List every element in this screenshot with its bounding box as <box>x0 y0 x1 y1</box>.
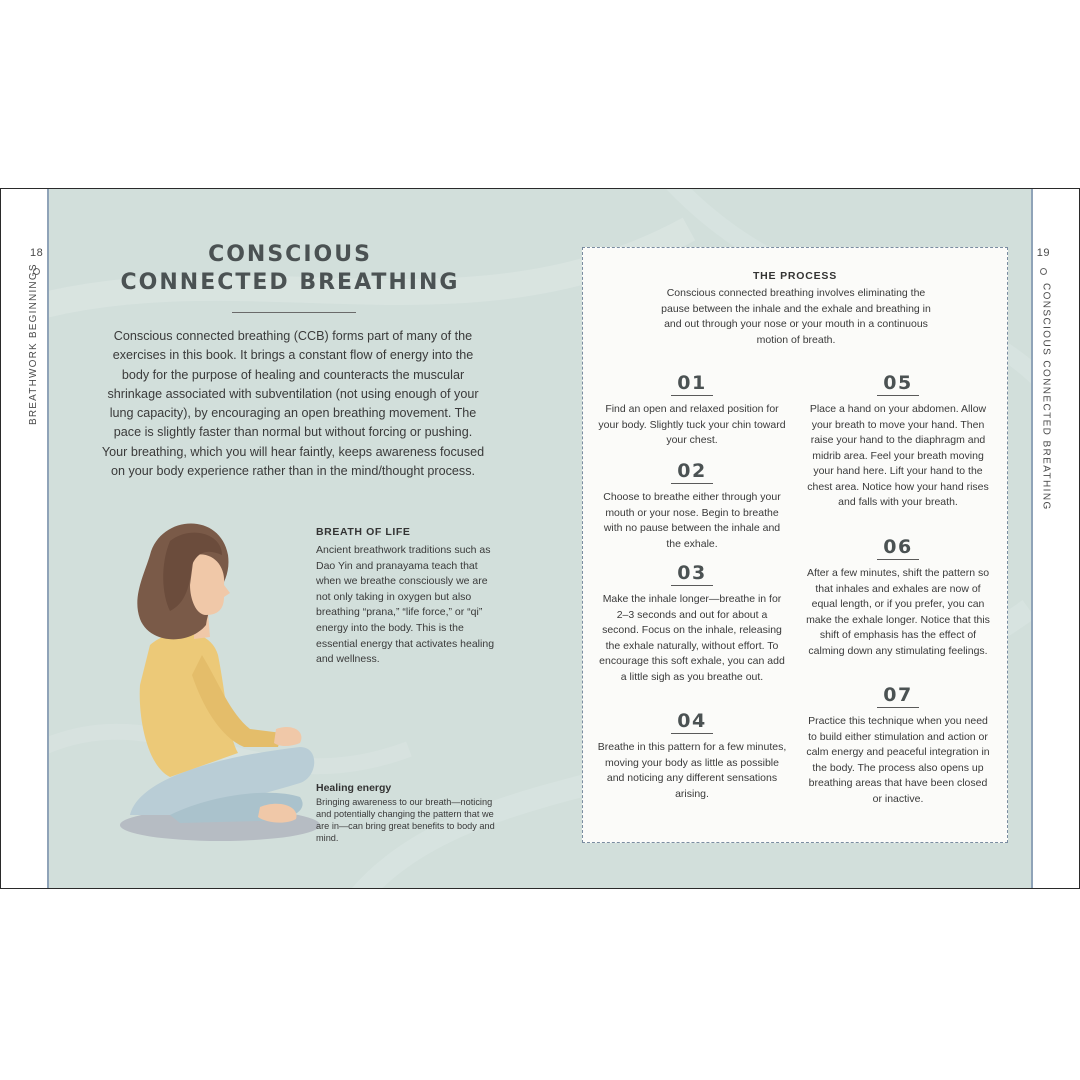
step-02 <box>597 460 787 552</box>
step-number: 03 <box>671 562 712 586</box>
process-title: THE PROCESS <box>752 270 838 282</box>
breath-of-life-heading: BREATH OF LIFE <box>316 526 411 538</box>
page-background <box>47 189 1033 888</box>
page-title <box>120 241 460 297</box>
title-divider <box>232 312 356 313</box>
step-text: After a few minutes, shift the pattern so that inhales and exhales are now of equal length, or if you prefer, you can make the exhale longer. Notice that this shift of emphasis has the effect of calming down any stimulating feelings. <box>806 567 990 657</box>
step-01 <box>597 372 787 449</box>
running-head-left: BREATHWORK BEGINNINGS <box>28 263 39 425</box>
page-number-left: 18 <box>30 247 44 259</box>
step-number: 04 <box>671 710 712 734</box>
step-04 <box>597 710 787 802</box>
step-number: 05 <box>877 372 918 396</box>
step-05 <box>803 372 993 511</box>
step-text: Make the inhale longer—breathe in for 2–3 seconds and out for about a second. Focus on the inhale, releasing the exhale naturally, without effort. To encourage this soft exhale, you can add a little sigh as you breathe out. <box>599 593 785 683</box>
intro-paragraph: Conscious connected breathing (CCB) forms part of many of the exercises in this book. It brings a constant flow of energy into the body for the purpose of healing and counteracts the muscular shrinkage associated with subventilation (not using enough of your lung capacity), by encouraging an open breathing movement. The pace is slightly faster than normal but without forcing or pushing. Your breathing, which you will hear faintly, keeps awareness focused on your body experience rather than in the mind/thought process. <box>101 329 485 479</box>
circle-ornament-icon <box>1040 268 1047 275</box>
breath-of-life-text: Ancient breathwork traditions such as Dao Yin and pranayama teach that when we breathe consciously we are not only taking in oxygen but also breathing “prana,” “life force,” or “qi” energy into the body. This is the essential energy that activates healing and wellness. <box>316 544 495 666</box>
step-number: 07 <box>877 684 918 708</box>
step-number: 02 <box>671 460 712 484</box>
healing-energy-caption-text: Bringing awareness to our breath—noticing and potentially changing the pattern that we are in—can bring great benefits to body and mind. <box>316 797 495 843</box>
step-07 <box>803 684 993 807</box>
title-line-1: CONSCIOUS <box>208 242 372 267</box>
step-03 <box>597 562 787 685</box>
step-text: Practice this technique when you need to build either stimulation and action or calm energy and peaceful integration in the body. The process also opens up breathing areas that have been closed or inactive. <box>806 715 990 805</box>
process-box <box>582 247 1008 843</box>
step-text: Place a hand on your abdomen. Allow your breath to move your hand. Then raise your hand to the diaphragm and midrib area. Feel your breath moving your hand here. Lift your hand to the chest area. Notice how your hand rises and falls with your breath. <box>807 403 989 508</box>
book-spread <box>0 188 1080 889</box>
page-number-right: 19 <box>1036 247 1050 259</box>
step-text: Choose to breathe either through your mouth or your nose. Begin to breathe with no pause between the inhale and the exhale. <box>603 491 781 550</box>
meditating-woman-illustration <box>110 515 320 845</box>
title-line-2: CONNECTED BREATHING <box>120 270 460 295</box>
step-number: 06 <box>877 536 918 560</box>
step-number: 01 <box>671 372 712 396</box>
healing-energy-caption-heading: Healing energy <box>316 782 392 794</box>
step-06 <box>803 536 993 659</box>
running-head-right: CONSCIOUS CONNECTED BREATHING <box>1041 283 1052 511</box>
step-text: Breathe in this pattern for a few minutes, moving your body as little as possible and noticing any different sensations arising. <box>597 741 787 800</box>
process-intro: Conscious connected breathing involves eliminating the pause between the inhale and the exhale and breathing in and out through your nose or your mouth in a continuous motion of breath. <box>661 287 931 346</box>
step-text: Find an open and relaxed position for your body. Slightly tuck your chin toward your chest. <box>598 403 786 446</box>
